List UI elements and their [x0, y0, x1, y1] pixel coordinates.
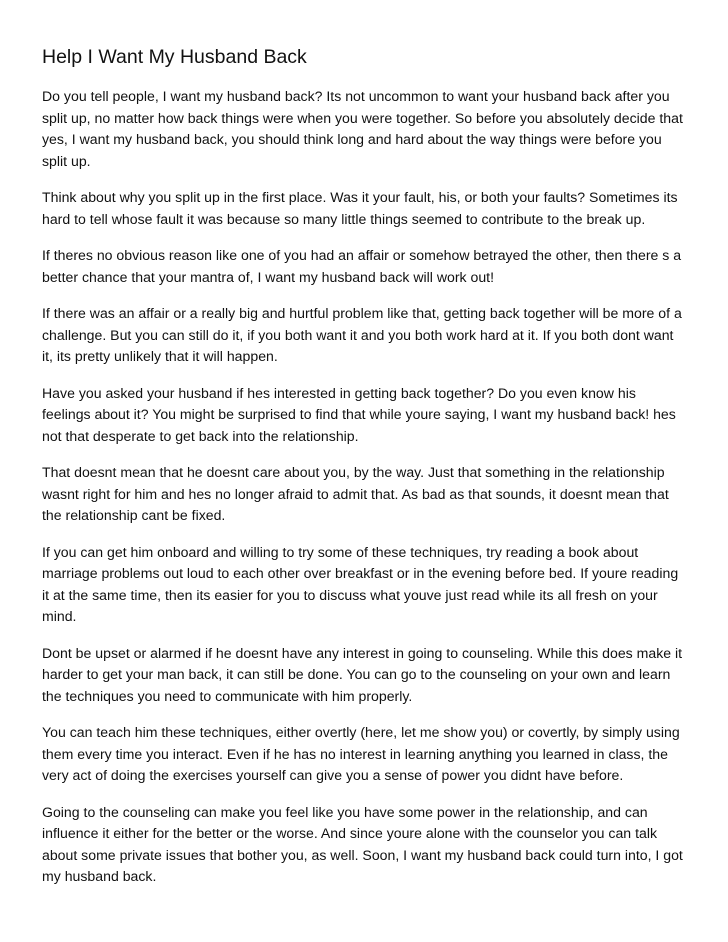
document-page: [42, 44, 684, 903]
paragraph-6: That doesnt mean that he doesnt care about you, by the way. Just that something in the relationship wasnt right for him and hes no longer afraid to admit that. As bad as that sounds, it doesnt mean that the relationship cant be fixed.: [42, 464, 669, 523]
document-title: Help I Want My Husband Back: [42, 46, 307, 68]
paragraph-8: Dont be upset or alarmed if he doesnt have any interest in going to counseling. While this does make it harder to get your man back, it can still be done. You can go to the counseling on your own and learn the techniques you need to communicate with him properly.: [42, 644, 683, 704]
paragraph-2: Think about why you split up in the first place. Was it your fault, his, or both your faults? Sometimes its hard to tell whose fault it was because so many little things seemed to contribute to the break up.: [42, 189, 678, 227]
paragraph-5: Have you asked your husband if hes interested in getting back together? Do you even know his feelings about it? You might be surprised to find that while youre saying, I want my husband back! hes not that desperate to get back into the relationship.: [42, 384, 676, 444]
paragraph-1: Do you tell people, I want my husband back? Its not uncommon to want your husband back after you split up, no matter how back things were when you were together. So before you absolutely decide that yes, I want my husband back, you should think long and hard about the way things were before you split up.: [42, 88, 683, 169]
paragraph-10: Going to the counseling can make you feel like you have some power in the relationship, and can influence it either for the better or the worse. And since youre alone with the counselor you can talk about some private issues that bother you, as well. Soon, I want my husband back could turn into, I got my husband back.: [42, 803, 683, 884]
paragraph-7: If you can get him onboard and willing to try some of these techniques, try reading a book about marriage problems out loud to each other over breakfast or in the evening before bed. If youre reading it at the same time, then its easier for you to discuss what youve just read while its all fresh on your mind.: [42, 543, 679, 624]
paragraph-9: You can teach him these techniques, either overtly (here, let me show you) or covertly, by simply using them every time you interact. Even if he has no interest in learning anything you learned in class, the very act of doing the exercises yourself can give you a sense of power you didnt have before.: [42, 724, 680, 783]
paragraph-4: If there was an affair or a really big and hurtful problem like that, getting back together will be more of a challenge. But you can still do it, if you both want it and you both work hard at it. If you both dont want it, its pretty unlikely that it will happen.: [42, 305, 682, 364]
paragraph-3: If theres no obvious reason like one of you had an affair or somehow betrayed the other, then there s a better chance that your mantra of, I want my husband back will work out!: [42, 247, 682, 285]
